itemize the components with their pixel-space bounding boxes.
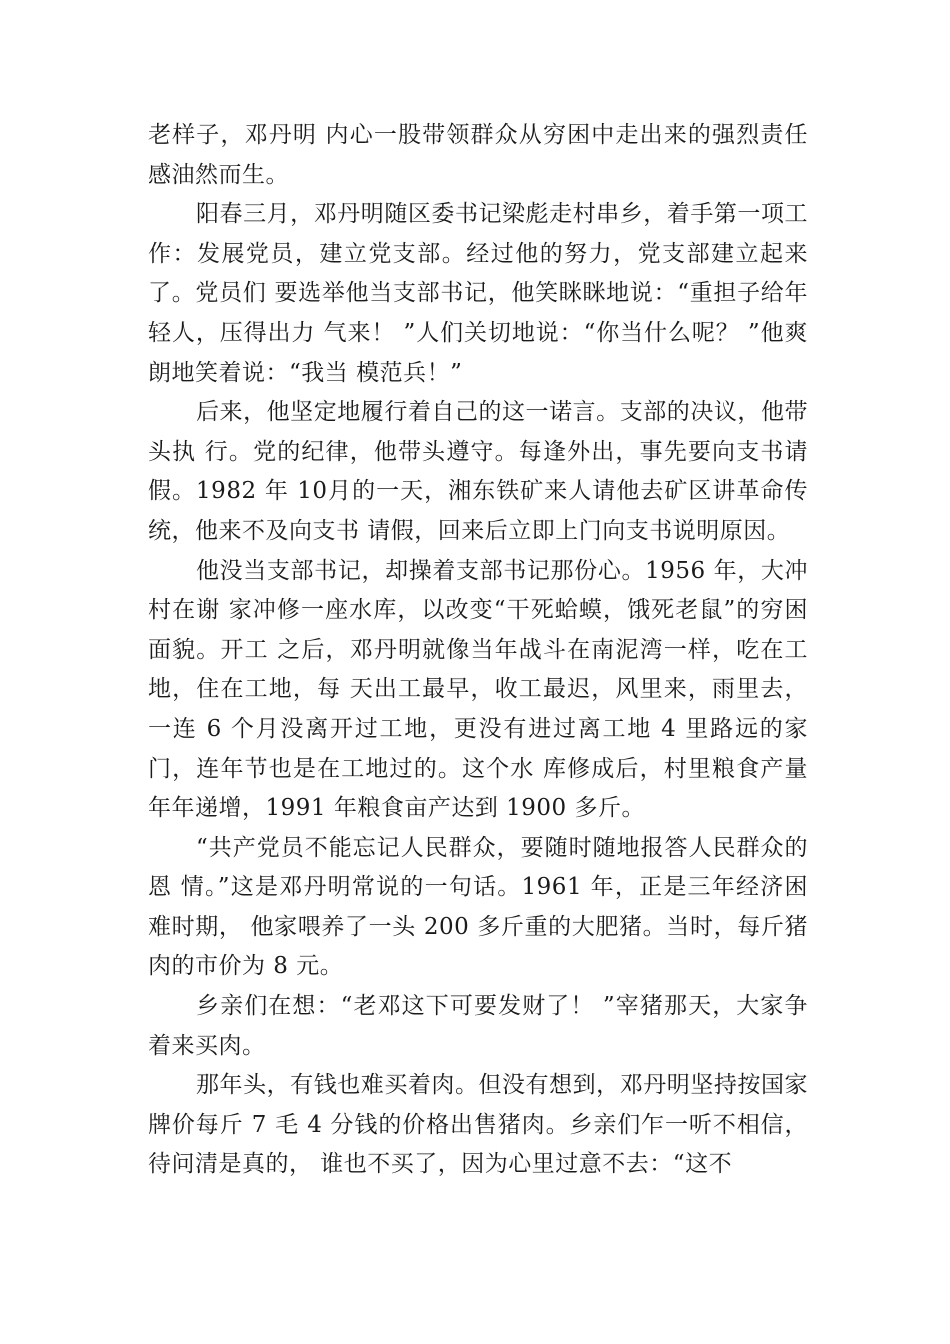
paragraph: 乡亲们在想：“老邓这下可要发财了！ ”宰猪那天，大家争着来买肉。 <box>148 993 808 1059</box>
paragraph: 阳春三月，邓丹明随区委书记梁彪走村串乡，着手第一项工作：发展党员，建立党支部。经过他的努力，党支部建立起来了。党员们 要选举他当支部书记，他笑眯眯地说：“重担子给年轻人，压得出力 气来！ ”人们关切地说：“你当什么呢？ ”他爽朗地笑着说：“我当 模范兵！” <box>148 201 808 386</box>
paragraph: “共产党员不能忘记人民群众，要随时随地报答人民群众的恩 情。”这是邓丹明常说的一句话。1961 年，正是三年经济困难时期， 他家喂养了一头 200 多斤重的大肥猪。当时，每斤猪肉的市价为 8 元。 <box>148 834 808 980</box>
paragraph: 后来，他坚定地履行着自己的这一诺言。支部的决议，他带头执 行。党的纪律，他带头遵守。每逢外出，事先要向支书请假。1982 年 10月的一天，湘东铁矿来人请他去矿区讲革命传统，他来不及向支书 请假，回来后立即上门向支书说明原因。 <box>148 399 808 544</box>
paragraph: 那年头，有钱也难买着肉。但没有想到，邓丹明坚持按国家牌价每斤 7 毛 4 分钱的价格出售猪肉。乡亲们乍一听不相信，待问清是真的， 谁也不买了，因为心里过意不去：“这不 <box>148 1072 808 1178</box>
paragraph: 老样子，邓丹明 内心一股带领群众从穷困中走出来的强烈责任感油然而生。 <box>148 122 808 188</box>
paragraph: 他没当支部书记，却操着支部书记那份心。1956 年，大冲村在谢 家冲修一座水库，以改变“干死蛤蟆，饿死老鼠”的穷困面貌。开工 之后，邓丹明就像当年战斗在南泥湾一样，吃在工地，住在工地，每 天出工最早，收工最迟，风里来，雨里去，一连 6 个月没离开过工地，更没有进过离工地 4 里路远的家门，连年节也是在工地过的。这个水 库修成后，村里粮食产量年年递增，1991 年粮食亩产达到 1900 多斤。 <box>148 557 808 822</box>
body-text <box>148 116 808 1185</box>
